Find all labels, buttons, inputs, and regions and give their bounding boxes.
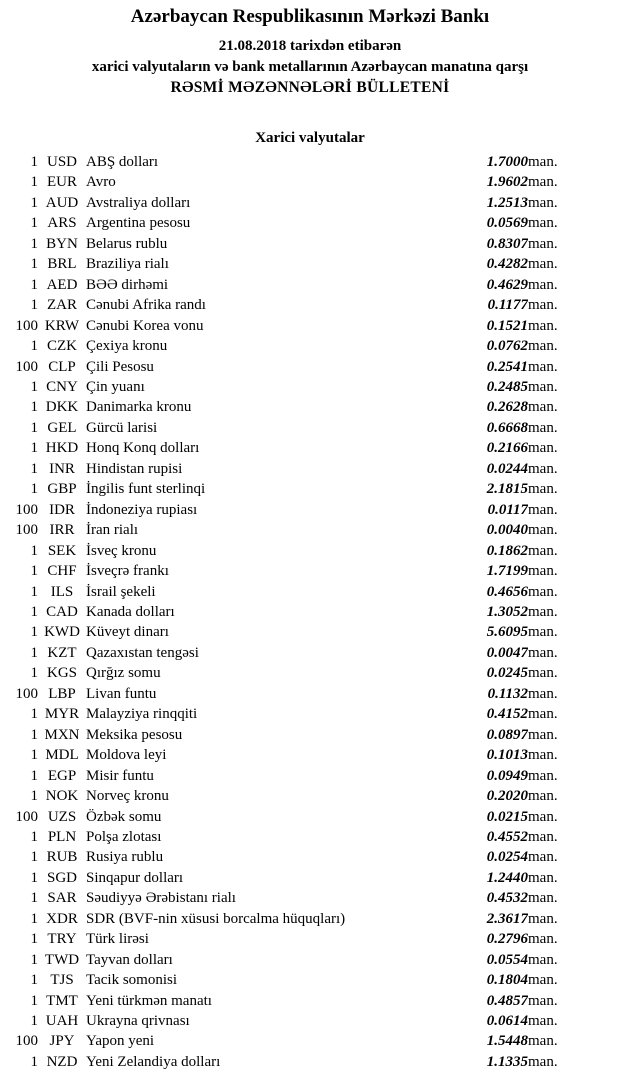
currency-name-cell: Yeni Zelandiya dolları bbox=[86, 1053, 221, 1070]
unit-cell: man. bbox=[528, 460, 558, 477]
rate-row bbox=[0, 336, 592, 356]
nominal-cell: 100 bbox=[15, 1033, 38, 1050]
rate-value-cell: 5.6095 bbox=[486, 624, 528, 641]
unit-cell: man. bbox=[528, 378, 558, 395]
currency-code-cell: MDL bbox=[45, 747, 79, 764]
rate-value-cell: 0.1132 bbox=[487, 685, 528, 702]
rate-row bbox=[0, 725, 592, 745]
currency-code-cell: KZT bbox=[47, 644, 77, 661]
unit-cell: man. bbox=[528, 522, 558, 539]
rate-value-cell: 0.0047 bbox=[486, 644, 528, 661]
nominal-cell: 1 bbox=[30, 194, 38, 211]
unit-cell: man. bbox=[528, 399, 558, 416]
unit-cell: man. bbox=[528, 501, 558, 518]
unit-cell: man. bbox=[528, 849, 558, 866]
nominal-cell: 1 bbox=[30, 378, 38, 395]
unit-cell: man. bbox=[528, 419, 558, 436]
currency-code-cell: EGP bbox=[47, 767, 77, 784]
currency-name-cell: Türk lirəsi bbox=[86, 931, 149, 948]
currency-code-cell: UZS bbox=[47, 808, 77, 825]
nominal-cell: 1 bbox=[30, 788, 38, 805]
currency-code-cell: ILS bbox=[50, 583, 74, 600]
rate-row bbox=[0, 377, 592, 397]
effective-date-line: 21.08.2018 tarixdən etibarən bbox=[218, 38, 402, 54]
currency-code-cell: ZAR bbox=[47, 297, 77, 314]
rate-value-cell: 0.1862 bbox=[486, 542, 528, 559]
rate-row bbox=[0, 909, 592, 929]
currency-code-cell: RUB bbox=[46, 849, 78, 866]
currency-name-cell: Yapon yeni bbox=[86, 1033, 155, 1050]
unit-cell: man. bbox=[528, 358, 558, 375]
rate-row bbox=[0, 520, 592, 540]
rate-row bbox=[0, 766, 592, 786]
unit-cell: man. bbox=[528, 624, 558, 641]
unit-cell: man. bbox=[528, 603, 558, 620]
currency-name-cell: Malayziya rinqqiti bbox=[86, 706, 198, 723]
currency-code-cell: JPY bbox=[49, 1033, 75, 1050]
currency-code-cell: CLP bbox=[48, 358, 76, 375]
rate-row bbox=[0, 827, 592, 847]
rate-row bbox=[0, 172, 592, 192]
rate-value-cell: 0.2166 bbox=[486, 440, 528, 457]
currency-name-cell: Tayvan dolları bbox=[86, 951, 173, 968]
nominal-cell: 100 bbox=[15, 501, 38, 518]
rate-row bbox=[0, 275, 592, 295]
nominal-cell: 1 bbox=[30, 603, 38, 620]
nominal-cell: 1 bbox=[30, 624, 38, 641]
currency-name-cell: Yeni türkmən manatı bbox=[86, 992, 212, 1009]
currency-name-cell: Belarus rublu bbox=[86, 235, 168, 252]
section-title-foreign-currencies: Xarici valyutalar bbox=[255, 130, 365, 146]
currency-name-cell: Özbək somu bbox=[86, 808, 162, 825]
unit-cell: man. bbox=[528, 788, 558, 805]
exchange-rates-table bbox=[0, 152, 592, 1072]
currency-name-cell: Cənubi Korea vonu bbox=[86, 317, 204, 334]
rate-row bbox=[0, 357, 592, 377]
currency-name-cell: Argentina pesosu bbox=[86, 215, 191, 232]
nominal-cell: 100 bbox=[15, 522, 38, 539]
rate-value-cell: 0.0762 bbox=[486, 338, 528, 355]
bulletin-header bbox=[0, 5, 620, 97]
nominal-cell: 1 bbox=[30, 910, 38, 927]
nominal-cell: 1 bbox=[30, 951, 38, 968]
nominal-cell: 1 bbox=[30, 972, 38, 989]
nominal-cell: 1 bbox=[30, 931, 38, 948]
rate-row bbox=[0, 602, 592, 622]
rate-row bbox=[0, 561, 592, 581]
rate-row bbox=[0, 643, 592, 663]
rate-row bbox=[0, 950, 592, 970]
unit-cell: man. bbox=[528, 931, 558, 948]
bulletin-title: RƏSMİ MƏZƏNNƏLƏRİ BÜLLETENİ bbox=[170, 79, 450, 96]
currency-code-cell: DKK bbox=[45, 399, 79, 416]
unit-cell: man. bbox=[528, 276, 558, 293]
currency-name-cell: Misir funtu bbox=[86, 767, 154, 784]
nominal-cell: 1 bbox=[30, 215, 38, 232]
currency-name-cell: Sinqapur dolları bbox=[86, 869, 184, 886]
nominal-cell: 1 bbox=[30, 665, 38, 682]
currency-name-cell: SDR (BVF-nin xüsusi borcalma hüquqları) bbox=[86, 910, 346, 927]
rate-value-cell: 1.7000 bbox=[486, 154, 528, 170]
nominal-cell: 1 bbox=[30, 154, 38, 170]
rate-value-cell: 0.0949 bbox=[486, 767, 528, 784]
currency-name-cell: Qırğız somu bbox=[86, 665, 161, 682]
currency-code-cell: USD bbox=[46, 154, 77, 170]
nominal-cell: 1 bbox=[30, 767, 38, 784]
currency-name-cell: Livan funtu bbox=[86, 685, 157, 702]
rate-value-cell: 0.0569 bbox=[486, 215, 528, 232]
rate-value-cell: 0.0040 bbox=[486, 522, 528, 539]
rate-row bbox=[0, 397, 592, 417]
rate-value-cell: 0.4552 bbox=[486, 828, 528, 845]
rate-row bbox=[0, 254, 592, 274]
nominal-cell: 1 bbox=[30, 174, 38, 191]
currency-name-cell: Meksika pesosu bbox=[86, 726, 183, 743]
unit-cell: man. bbox=[528, 215, 558, 232]
nominal-cell: 100 bbox=[15, 358, 38, 375]
currency-code-cell: KGS bbox=[46, 665, 77, 682]
nominal-cell: 1 bbox=[30, 849, 38, 866]
rate-value-cell: 0.0554 bbox=[486, 951, 528, 968]
rate-value-cell: 0.0117 bbox=[487, 501, 528, 518]
currency-name-cell: Gürcü larisi bbox=[86, 419, 158, 436]
nominal-cell: 1 bbox=[30, 235, 38, 252]
currency-name-cell: Çin yuanı bbox=[86, 378, 145, 395]
unit-cell: man. bbox=[528, 154, 558, 170]
rate-value-cell: 1.5448 bbox=[486, 1033, 528, 1050]
rates-table-body bbox=[0, 152, 592, 1072]
rate-row bbox=[0, 193, 592, 213]
rate-row bbox=[0, 929, 592, 949]
unit-cell: man. bbox=[528, 747, 558, 764]
rate-row bbox=[0, 1011, 592, 1031]
rate-row bbox=[0, 847, 592, 867]
rate-row bbox=[0, 295, 592, 315]
unit-cell: man. bbox=[528, 481, 558, 498]
currency-code-cell: AUD bbox=[45, 194, 79, 211]
nominal-cell: 1 bbox=[30, 992, 38, 1009]
currency-code-cell: GEL bbox=[47, 419, 77, 436]
nominal-cell: 1 bbox=[30, 440, 38, 457]
rate-value-cell: 2.3617 bbox=[486, 910, 528, 927]
rate-value-cell: 0.4629 bbox=[486, 276, 528, 293]
unit-cell: man. bbox=[528, 1013, 558, 1030]
unit-cell: man. bbox=[528, 317, 558, 334]
rate-value-cell: 0.0254 bbox=[486, 849, 528, 866]
currency-code-cell: SEK bbox=[47, 542, 77, 559]
currency-code-cell: TWD bbox=[44, 951, 80, 968]
nominal-cell: 1 bbox=[30, 563, 38, 580]
rate-value-cell: 1.1335 bbox=[486, 1053, 528, 1070]
currency-code-cell: HKD bbox=[45, 440, 79, 457]
currency-name-cell: Küveyt dinarı bbox=[86, 624, 169, 641]
rate-row bbox=[0, 684, 592, 704]
unit-cell: man. bbox=[528, 808, 558, 825]
rate-value-cell: 0.1177 bbox=[487, 297, 528, 314]
rate-value-cell: 0.2485 bbox=[486, 378, 528, 395]
rate-row bbox=[0, 541, 592, 561]
rate-value-cell: 0.2020 bbox=[486, 788, 528, 805]
rate-value-cell: 0.2628 bbox=[486, 399, 528, 416]
unit-cell: man. bbox=[528, 992, 558, 1009]
nominal-cell: 1 bbox=[30, 644, 38, 661]
nominal-cell: 100 bbox=[15, 317, 38, 334]
rate-row bbox=[0, 418, 592, 438]
currency-code-cell: TMT bbox=[46, 992, 78, 1009]
currency-code-cell: MYR bbox=[44, 706, 80, 723]
rate-row bbox=[0, 807, 592, 827]
currency-name-cell: Çexiya kronu bbox=[86, 338, 168, 355]
currency-code-cell: IDR bbox=[49, 501, 75, 518]
currency-name-cell: İsveçrə frankı bbox=[86, 563, 169, 580]
unit-cell: man. bbox=[528, 726, 558, 743]
rate-row bbox=[0, 745, 592, 765]
nominal-cell: 1 bbox=[30, 828, 38, 845]
rate-value-cell: 0.8307 bbox=[486, 235, 528, 252]
currency-name-cell: BƏƏ dirhəmi bbox=[86, 276, 169, 293]
currency-code-cell: CNY bbox=[46, 378, 78, 395]
currency-name-cell: ABŞ dolları bbox=[86, 154, 159, 170]
rate-value-cell: 1.2513 bbox=[486, 194, 528, 211]
currency-name-cell: Cənubi Afrika randı bbox=[86, 297, 206, 314]
rate-value-cell: 0.6668 bbox=[486, 419, 528, 436]
nominal-cell: 1 bbox=[30, 726, 38, 743]
nominal-cell: 1 bbox=[30, 460, 38, 477]
rate-value-cell: 0.1521 bbox=[486, 317, 528, 334]
rate-row bbox=[0, 991, 592, 1011]
currency-code-cell: PLN bbox=[47, 828, 77, 845]
unit-cell: man. bbox=[528, 338, 558, 355]
unit-cell: man. bbox=[528, 951, 558, 968]
currency-name-cell: Tacik somonisi bbox=[86, 972, 178, 989]
currency-code-cell: LBP bbox=[48, 685, 76, 702]
currency-name-cell: Avstraliya dolları bbox=[86, 194, 191, 211]
currency-code-cell: AED bbox=[46, 276, 78, 293]
rate-row bbox=[0, 500, 592, 520]
rate-value-cell: 0.4656 bbox=[486, 583, 528, 600]
rate-value-cell: 0.0897 bbox=[486, 726, 528, 743]
currency-code-cell: KWD bbox=[44, 624, 80, 641]
rate-value-cell: 0.2541 bbox=[486, 358, 528, 375]
currency-name-cell: Norveç kronu bbox=[86, 788, 169, 805]
nominal-cell: 1 bbox=[30, 542, 38, 559]
rate-row bbox=[0, 888, 592, 908]
currency-name-cell: Moldova leyi bbox=[86, 747, 167, 764]
currency-code-cell: INR bbox=[49, 460, 75, 477]
rate-value-cell: 1.2440 bbox=[486, 869, 528, 886]
rate-row bbox=[0, 1052, 592, 1072]
rate-row bbox=[0, 438, 592, 458]
unit-cell: man. bbox=[528, 828, 558, 845]
currency-name-cell: Qazaxıstan tengəsi bbox=[86, 644, 199, 661]
currency-name-cell: İngilis funt sterlinqi bbox=[86, 481, 206, 498]
unit-cell: man. bbox=[528, 563, 558, 580]
currency-name-cell: Danimarka kronu bbox=[86, 399, 192, 416]
unit-cell: man. bbox=[528, 174, 558, 191]
currency-name-cell: Çili Pesosu bbox=[86, 358, 154, 375]
nominal-cell: 1 bbox=[30, 869, 38, 886]
currency-name-cell: Ukrayna qrivnası bbox=[86, 1013, 190, 1030]
rate-value-cell: 1.3052 bbox=[486, 603, 528, 620]
rate-row bbox=[0, 234, 592, 254]
currency-code-cell: UAH bbox=[45, 1013, 79, 1030]
rate-row bbox=[0, 868, 592, 888]
currency-code-cell: GBP bbox=[47, 481, 77, 498]
currency-code-cell: TRY bbox=[47, 931, 77, 948]
currency-name-cell: Honq Konq dolları bbox=[86, 440, 200, 457]
nominal-cell: 1 bbox=[30, 399, 38, 416]
nominal-cell: 1 bbox=[30, 890, 38, 907]
unit-cell: man. bbox=[528, 256, 558, 273]
currency-name-cell: Polşa zlotası bbox=[86, 828, 162, 845]
rate-value-cell: 0.0245 bbox=[486, 665, 528, 682]
unit-cell: man. bbox=[528, 767, 558, 784]
unit-cell: man. bbox=[528, 972, 558, 989]
unit-cell: man. bbox=[528, 1033, 558, 1050]
unit-cell: man. bbox=[528, 910, 558, 927]
currency-code-cell: NZD bbox=[46, 1053, 78, 1070]
currency-name-cell: İndoneziya rupiası bbox=[86, 501, 198, 518]
unit-cell: man. bbox=[528, 890, 558, 907]
currency-code-cell: KRW bbox=[44, 317, 80, 334]
currency-code-cell: NOK bbox=[45, 788, 79, 805]
nominal-cell: 1 bbox=[30, 338, 38, 355]
rate-value-cell: 0.4857 bbox=[486, 992, 528, 1009]
unit-cell: man. bbox=[528, 297, 558, 314]
rate-value-cell: 0.0614 bbox=[486, 1013, 528, 1030]
unit-cell: man. bbox=[528, 440, 558, 457]
currency-code-cell: CHF bbox=[47, 563, 77, 580]
unit-cell: man. bbox=[528, 235, 558, 252]
bank-name-title: Azərbaycan Respublikasının Mərkəzi Bankı bbox=[130, 6, 490, 27]
rate-value-cell: 0.4282 bbox=[486, 256, 528, 273]
unit-cell: man. bbox=[528, 685, 558, 702]
rate-row bbox=[0, 213, 592, 233]
currency-name-cell: Kanada dolları bbox=[86, 603, 175, 620]
unit-cell: man. bbox=[528, 1053, 558, 1070]
rate-row bbox=[0, 970, 592, 990]
rate-value-cell: 1.9602 bbox=[486, 174, 528, 191]
currency-code-cell: CZK bbox=[47, 338, 77, 355]
currency-code-cell: TJS bbox=[50, 972, 74, 989]
currency-name-cell: İsrail şekeli bbox=[86, 583, 156, 600]
unit-cell: man. bbox=[528, 706, 558, 723]
rate-value-cell: 2.1815 bbox=[486, 481, 528, 498]
currency-name-cell: İsveç kronu bbox=[86, 542, 157, 559]
currency-code-cell: BYN bbox=[46, 235, 78, 252]
unit-cell: man. bbox=[528, 869, 558, 886]
nominal-cell: 1 bbox=[30, 583, 38, 600]
currency-name-cell: Rusiya rublu bbox=[86, 849, 164, 866]
rate-row bbox=[0, 152, 592, 172]
nominal-cell: 1 bbox=[30, 1013, 38, 1030]
currency-name-cell: Səudiyyə Ərəbistanı rialı bbox=[86, 890, 236, 907]
rate-value-cell: 0.1804 bbox=[486, 972, 528, 989]
nominal-cell: 1 bbox=[30, 256, 38, 273]
unit-cell: man. bbox=[528, 194, 558, 211]
rate-value-cell: 0.0215 bbox=[486, 808, 528, 825]
rate-row bbox=[0, 663, 592, 683]
rate-row bbox=[0, 622, 592, 642]
unit-cell: man. bbox=[528, 665, 558, 682]
currency-code-cell: SGD bbox=[46, 869, 77, 886]
nominal-cell: 1 bbox=[30, 481, 38, 498]
currency-name-cell: Braziliya rialı bbox=[86, 256, 169, 273]
rate-value-cell: 0.4532 bbox=[486, 890, 528, 907]
currency-name-cell: Avro bbox=[86, 174, 116, 191]
rate-value-cell: 0.2796 bbox=[486, 931, 528, 948]
rate-row bbox=[0, 459, 592, 479]
nominal-cell: 1 bbox=[30, 747, 38, 764]
nominal-cell: 1 bbox=[30, 706, 38, 723]
nominal-cell: 100 bbox=[15, 808, 38, 825]
rate-row bbox=[0, 582, 592, 602]
nominal-cell: 1 bbox=[30, 419, 38, 436]
rate-row bbox=[0, 316, 592, 336]
nominal-cell: 1 bbox=[30, 276, 38, 293]
rate-row bbox=[0, 1031, 592, 1051]
rate-value-cell: 0.4152 bbox=[486, 706, 528, 723]
currency-code-cell: MXN bbox=[44, 726, 80, 743]
rate-value-cell: 0.1013 bbox=[486, 747, 528, 764]
nominal-cell: 1 bbox=[30, 1053, 38, 1070]
currency-name-cell: İran rialı bbox=[86, 522, 139, 539]
currency-code-cell: IRR bbox=[49, 522, 75, 539]
unit-cell: man. bbox=[528, 542, 558, 559]
unit-cell: man. bbox=[528, 644, 558, 661]
currency-code-cell: CAD bbox=[46, 603, 78, 620]
rate-row bbox=[0, 704, 592, 724]
currency-code-cell: BRL bbox=[47, 256, 77, 273]
currency-code-cell: XDR bbox=[46, 910, 78, 927]
rate-value-cell: 1.7199 bbox=[486, 563, 528, 580]
rate-row bbox=[0, 479, 592, 499]
nominal-cell: 100 bbox=[15, 685, 38, 702]
rate-row bbox=[0, 786, 592, 806]
bulletin-subtitle: xarici valyutaların və bank metallarının Azərbaycan manatına qarşı bbox=[91, 59, 529, 75]
currency-code-cell: EUR bbox=[47, 174, 77, 191]
nominal-cell: 1 bbox=[30, 297, 38, 314]
rate-value-cell: 0.0244 bbox=[486, 460, 528, 477]
currency-name-cell: Hindistan rupisi bbox=[86, 460, 183, 477]
currency-code-cell: ARS bbox=[47, 215, 77, 232]
unit-cell: man. bbox=[528, 583, 558, 600]
currency-code-cell: SAR bbox=[47, 890, 77, 907]
